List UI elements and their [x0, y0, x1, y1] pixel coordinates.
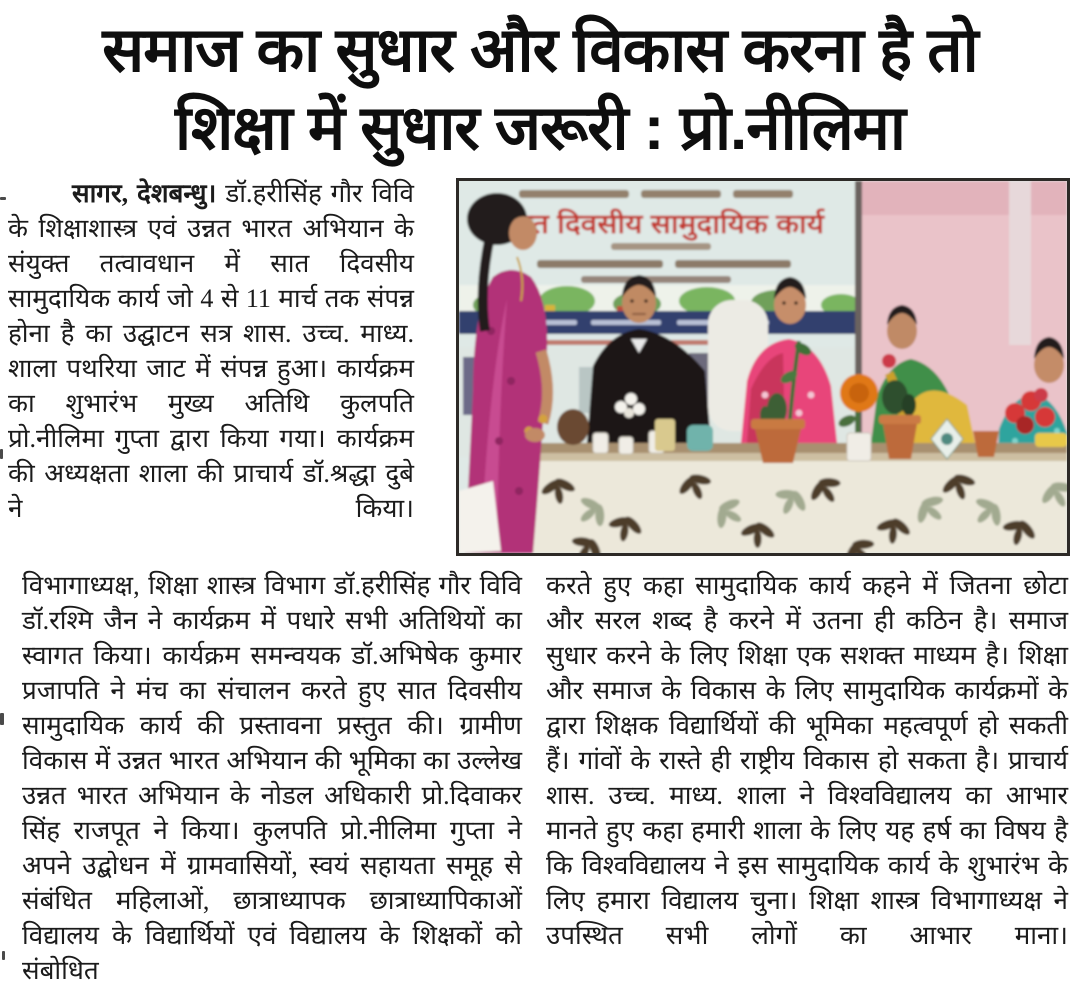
dateline: सागर, देशबन्धु।	[72, 179, 217, 208]
column-left: विभागाध्यक्ष, शिक्षा शास्त्र विभाग डॉ.हरीसिंह गौर विवि डॉ.रश्मि जैन ने कार्यक्रम में पधारे सभी अतिथियों का स्वागत किया। कार्यक्रम समन्वयक डॉ.अभिषेक कुमार प्रजापति ने मंच का संचालन करते हुए सात दिवसीय सामुदायिक कार्य की प्रस्तावना प्रस्तुत की। ग्रामीण विकास में उन्नत भारत अभियान की भूमिका का उल्लेख उन्नत भारत अभियान के नोडल अधिकारी प्रो.दिवाकर सिंह राजपूत ने किया। कुलपति प्रो.नीलिमा गुप्ता ने अपने उद्बोधन में ग्रामवासियों, स्वयं सहायता समूह से संबंधित महिलाओं, छात्राध्यापक छात्राध्यापिकाओं विद्यालय के विद्यार्थियों एवं विद्यालय के शिक्षकों को संबोधित	[22, 571, 522, 985]
margin-artifact	[0, 713, 4, 725]
top-section	[8, 176, 1070, 556]
headline-line-2: शिक्षा में सुधार जरूरी : प्रो.नीलिमा	[175, 94, 905, 163]
headline-line-1: समाज का सुधार और विकास करना है तो	[102, 16, 978, 85]
headline	[0, 0, 1080, 168]
article-intro	[8, 176, 414, 526]
article-photo	[456, 178, 1070, 556]
intro-text: डॉ.हरीसिंह गौर विवि के शिक्षाशास्त्र एवं उन्नत भारत अभियान के संयुक्त तत्वावधान में सात दिवसीय सामुदायिक कार्य जो 4 से 11 मार्च तक संपन्न होना है का उद्घाटन सत्र शास. उच्च. माध्य. शाला पथरिया जाट में संपन्न हुआ। कार्यक्रम का शुभारंभ मुख्य अतिथि कुलपति प्रो.नीलिमा गुप्ता द्वारा किया गया। कार्यक्रम की अध्यक्षता शाला की प्राचार्य डॉ.श्रद्धा दुबे ने किया।	[8, 179, 414, 523]
banner-title-text: सात दिवसीय सामुदायिक कार्य	[504, 209, 794, 239]
margin-artifact	[2, 951, 5, 960]
article-columns	[22, 568, 1068, 988]
margin-artifact	[0, 197, 6, 200]
column-right: करते हुए कहा सामुदायिक कार्य कहने में जितना छोटा और सरल शब्द है करने में उतना ही कठिन है। समाज सुधार करने के लिए शिक्षा एक सशक्त माध्यम है। शिक्षा और समाज के विकास के लिए सामुदायिक कार्यक्रमों के द्वारा शिक्षक विद्यार्थियों की भूमिका महत्वपूर्ण हो सकती हैं। गांवों के रास्ते ही राष्ट्रीय विकास हो सकता है। प्राचार्य शास. उच्च. माध्य. शाला ने विश्वविद्यालय का आभार मानते हुए कहा हमारी शाला के लिए यह हर्ष का विषय है कि विश्वविद्यालय ने इस सामुदायिक कार्य के शुभारंभ के लिए हमारा विद्यालय चुना। शिक्षा शास्त्र विभागाध्यक्ष ने उपस्थित सभी लोगों का आभार माना।	[546, 571, 1068, 950]
margin-artifact	[0, 449, 3, 459]
